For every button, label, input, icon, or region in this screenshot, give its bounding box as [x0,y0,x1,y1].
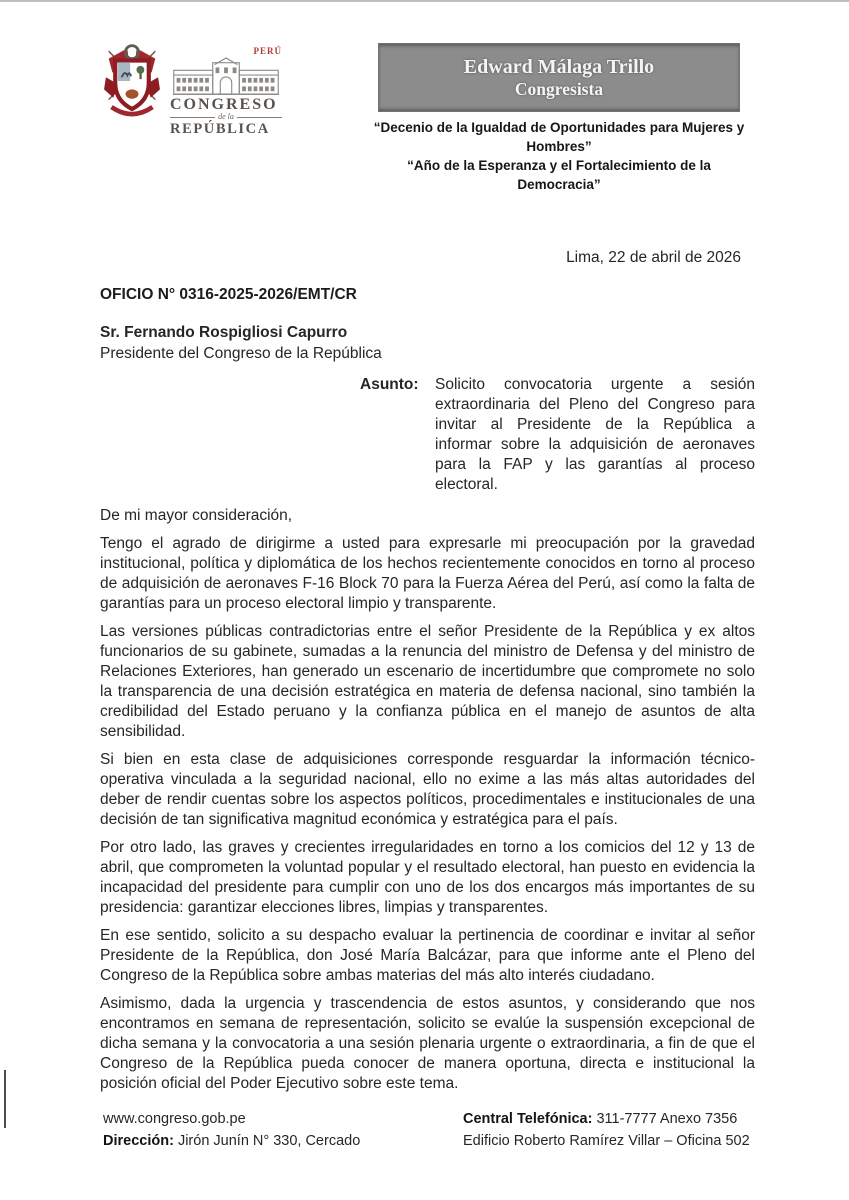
congreso-logo [100,40,285,194]
footer-right-column [463,1108,750,1152]
header-right [373,40,745,194]
body-paragraph: Las versiones públicas contradictorias entre el señor Presidente de la República y ex altos funcionarios de su gabinete, sumadas a la renuncia del ministro de Defensa y del ministro de Relaciones Exteriores, han generado un escenario de incertidumbre que compromete no solo la transparencia de una decisión estratégica en materia de defensa nacional, sino también la credibilidad del Estado peruano y la confianza pública en el manejo de asuntos de alta sensibilidad. [100,623,755,740]
letter-body [0,248,849,1094]
motto-line: “Año de la Esperanza y el Fortalecimiento de la Democracia” [407,158,711,192]
body-paragraph: Tengo el agrado de dirigirme a usted para expresarle mi preocupación por la gravedad institucional, política y diplomática de los hechos recientemente conocidos en torno al proceso de adquisición de aeronaves F-16 Block 70 para la Fuerza Aérea del Perú, así como la falta de garantías para un proceso electoral limpio y transparente. [100,535,755,612]
body-paragraph: Asimismo, dada la urgencia y trascendencia de estos asuntos, y considerando que nos encontramos en semana de representación, solicito se evalúe la suspensión excepcional de dicha semana y la convocatoria a una sesión plenaria urgente o extraordinaria, a fin de que el Congreso de la República pueda conocer de manera oportuna, directa e institucional la posición oficial del Poder Ejecutivo sobre este tema. [100,995,755,1092]
recipient-block [100,322,755,364]
dela-divider [170,113,282,121]
footer-address [103,1130,463,1152]
footer-website: www.congreso.gob.pe [103,1111,246,1127]
motto-line: “Decenio de la Igualdad de Oportunidades para Mujeres y Hombres” [373,120,745,154]
congreso-logo-text [170,40,282,136]
congreso-word: CONGRESO [170,96,278,113]
subject-text: Solicito convocatoria urgente a sesión extraordinaria del Pleno del Congreso para invitar al Presidente de la República a informar sobre la adquisición de aeronaves para la FAP y las garantías al proceso electoral. [435,376,755,493]
letterhead [0,0,849,194]
congressman-name: Edward Málaga Trillo [463,56,655,78]
footer-address-label: Dirección: [103,1133,174,1149]
body-paragraph: Si bien en esta clase de adquisiciones corresponde resguardar la información técnico-operativa vinculada a la seguridad nacional, ello no exime a las más altas autoridades del deber de rendir cuentas sobre los aspectos políticos, procedimentales e institucionales de una decisión de tan significativa magnitud económica y estratégica para el país. [100,751,755,828]
body-paragraph: En ese sentido, solicito a su despacho evaluar la pertinencia de coordinar e invitar al señor Presidente de la República, don José María Balcázar, para que informe ante el Pleno del Congreso de la República sobre ambas materias del más alto interés ciudadano. [100,927,755,984]
peru-coat-of-arms-icon [100,40,164,122]
date-line: Lima, 22 de abril de 2026 [566,249,741,266]
footer-address-value: Jirón Junín N° 330, Cercado [173,1133,361,1149]
subject-block [360,375,755,495]
salutation: De mi mayor consideración, [100,507,293,524]
footer-phone [463,1108,750,1130]
scan-artifact-top [0,0,849,2]
oficio-number: OFICIO N° 0316-2025-2026/EMT/CR [100,286,357,303]
official-mottos [373,118,745,194]
congressman-role: Congresista [514,79,604,99]
dela-script: de la [218,112,234,121]
congressman-name-box [378,43,740,112]
congress-building-icon [170,57,282,95]
letter-footer [0,1108,849,1152]
subject-label: Asunto: [360,376,419,393]
republica-word: REPÚBLICA [170,121,270,137]
footer-phone-label: Central Telefónica: [463,1111,593,1127]
footer-phone-value: 311-7777 Anexo 7356 [592,1111,738,1127]
recipient-title: Presidente del Congreso de la República [100,345,382,362]
body-paragraph: Por otro lado, las graves y crecientes irregularidades en torno a los comicios del 12 y 13 de abril, que comprometen la voluntad popular y el resultado electoral, han puesto en evidencia la incapacidad del presidente para cumplir con uno de los dos encargos más importantes de su presidencia: garantizar elecciones libres, limpias y transparentes. [100,839,755,916]
footer-building: Edificio Roberto Ramírez Villar – Oficina 502 [463,1133,750,1149]
peru-label: PERÚ [253,46,282,56]
recipient-name: Sr. Fernando Rospigliosi Capurro [100,324,348,341]
footer-left-column [103,1108,463,1152]
